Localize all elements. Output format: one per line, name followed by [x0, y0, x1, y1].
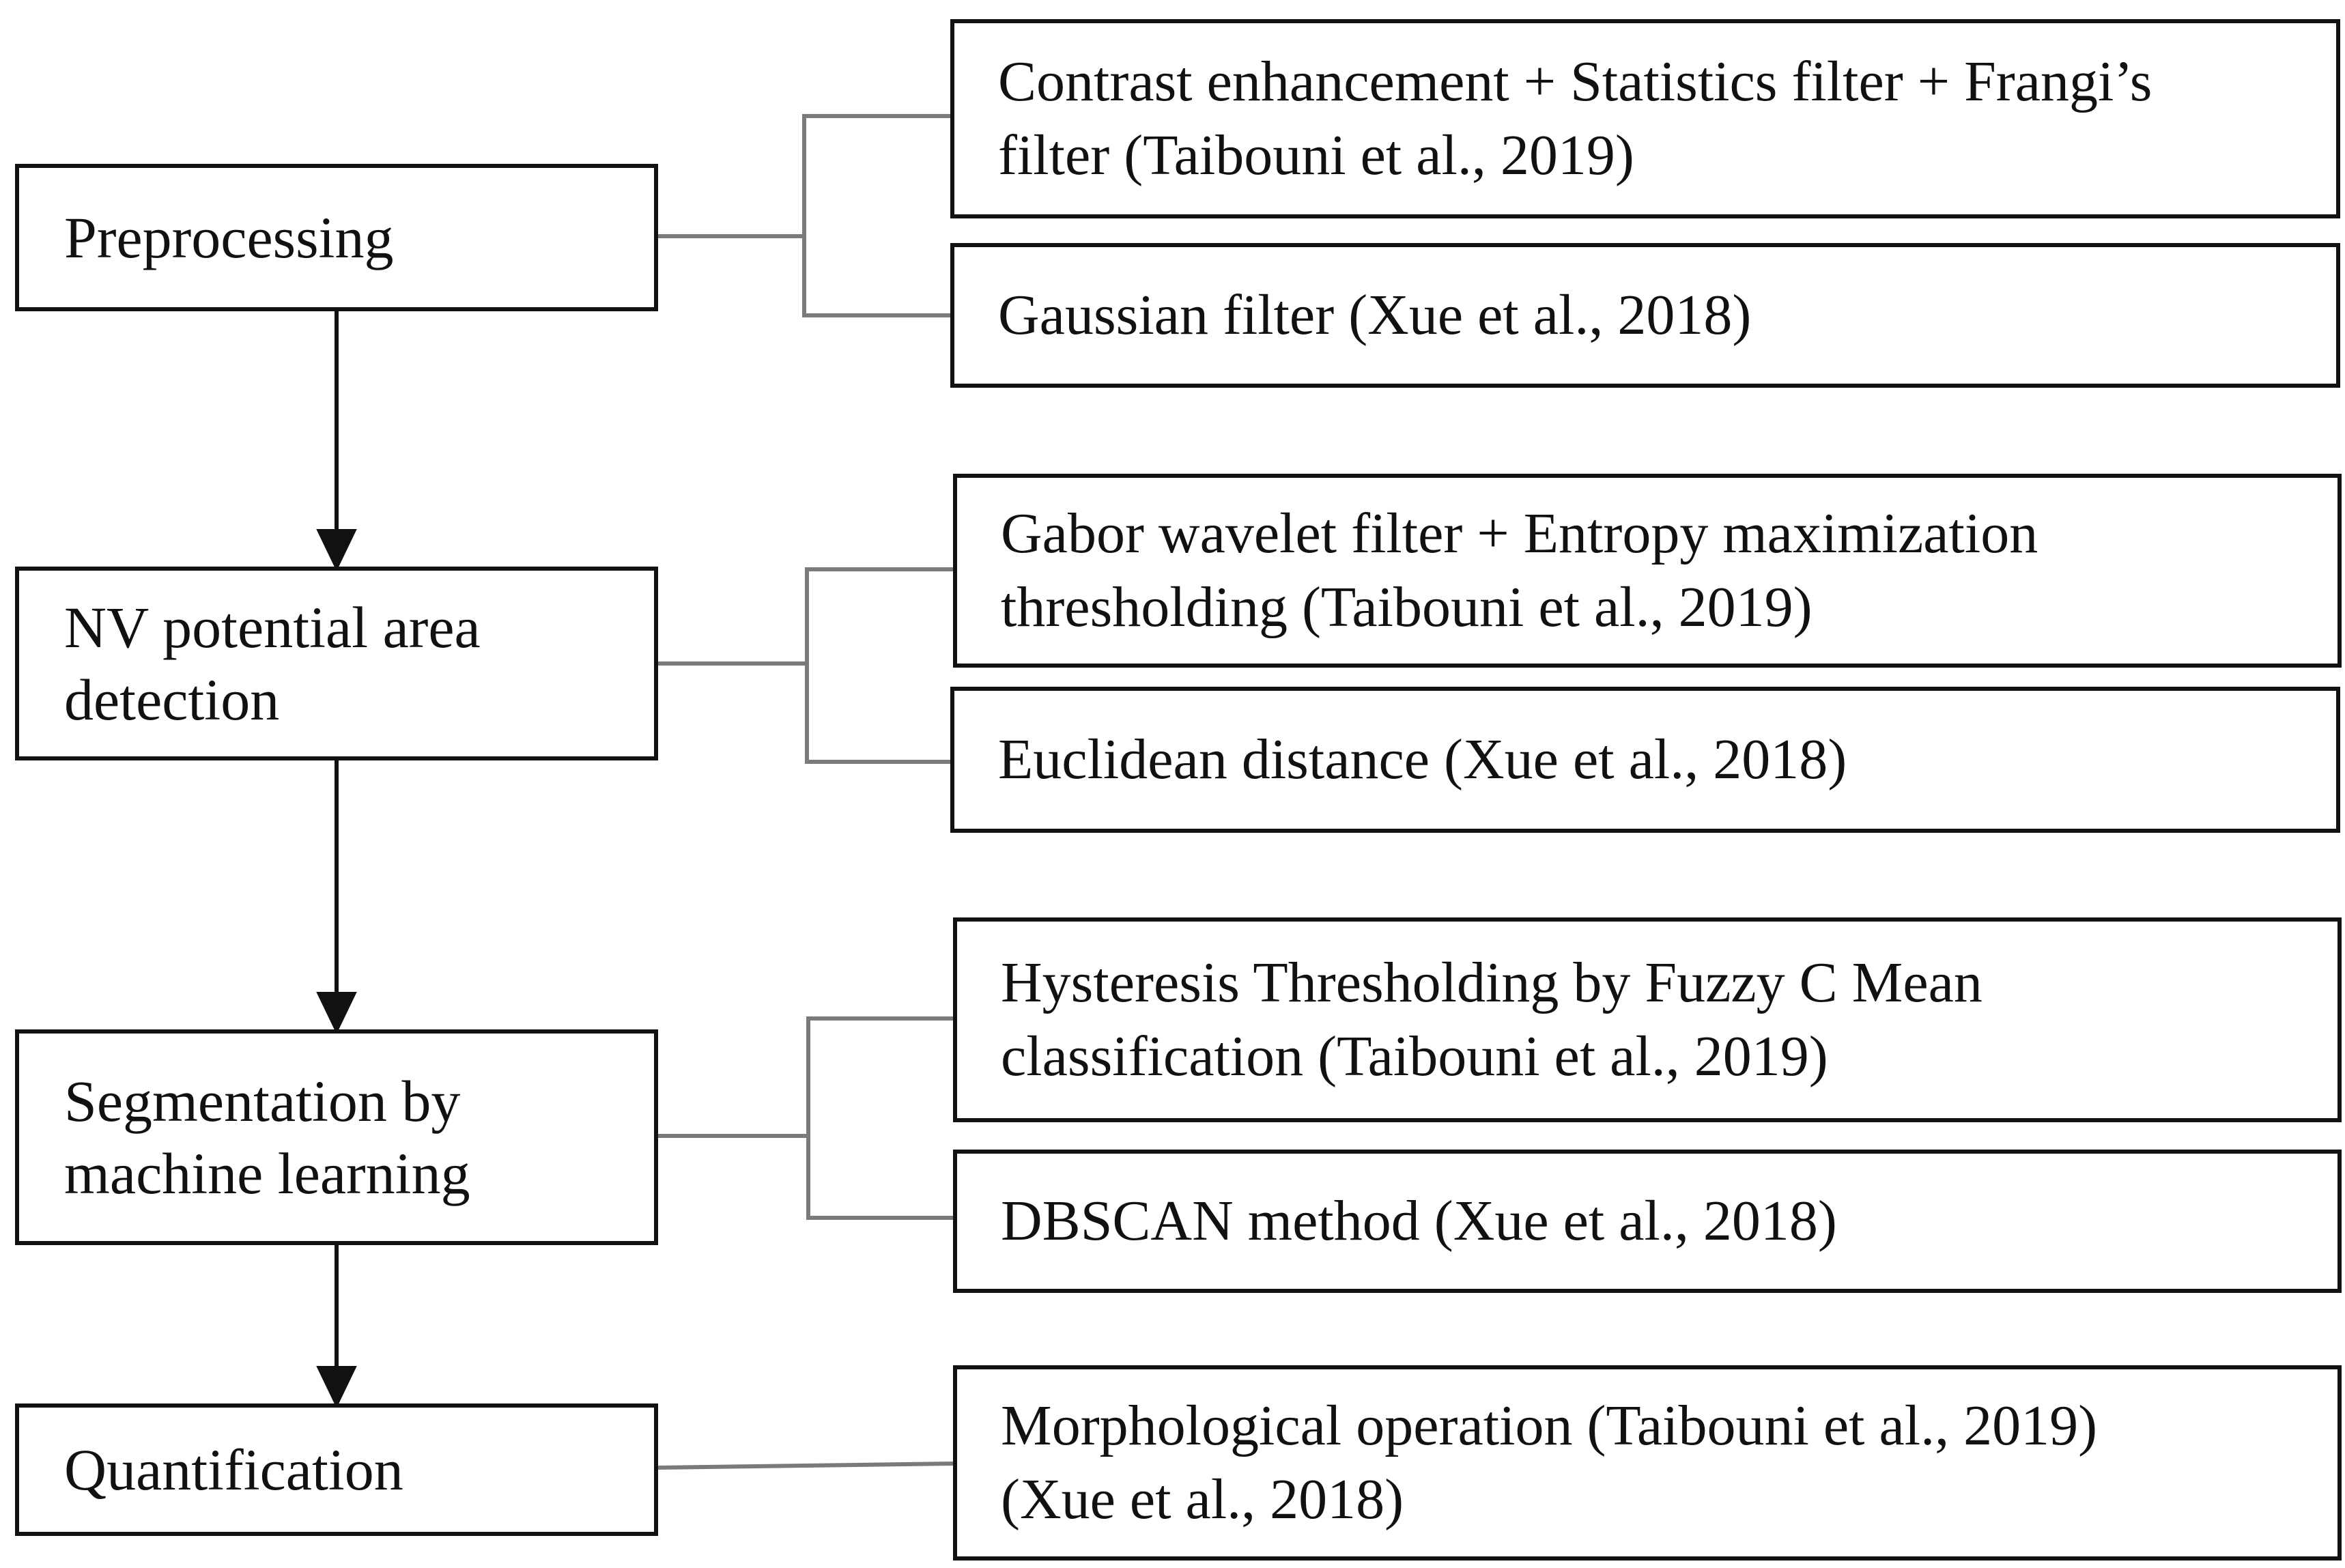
bracket-segmentation-fork — [808, 1018, 953, 1218]
method-label: Gabor wavelet filter + Entropy maximization thresholding (Taibouni et al., 2019) — [1001, 502, 2038, 639]
stage-box-nv-detection — [15, 567, 658, 760]
method-box-hysteresis-thresholding — [953, 917, 2342, 1122]
method-label: Euclidean distance (Xue et al., 2018) — [998, 728, 1847, 791]
method-box-gabor-wavelet — [953, 474, 2342, 668]
method-box-gaussian-filter — [950, 243, 2340, 388]
stage-label: Segmentation by machine learning — [64, 1068, 470, 1206]
bracket-preprocessing-fork — [804, 116, 950, 315]
method-box-contrast-enhancement — [950, 19, 2340, 218]
bracket-quantification — [658, 1464, 953, 1468]
bracket-connectors — [658, 116, 953, 1468]
method-label: Morphological operation (Taibouni et al., 2019) (Xue et al., 2018) — [1001, 1394, 2098, 1531]
method-label: Contrast enhancement + Statistics filter + Frangi’s filter (Taibouni et al., 2019) — [998, 50, 2152, 187]
method-box-morphological-operation — [953, 1365, 2342, 1560]
method-label: Gaussian filter (Xue et al., 2018) — [998, 283, 1752, 347]
stage-box-preprocessing — [15, 164, 658, 311]
stage-label: NV potential area detection — [64, 595, 481, 732]
method-box-euclidean-distance — [950, 687, 2340, 833]
stage-box-segmentation — [15, 1029, 658, 1245]
method-label: DBSCAN method (Xue et al., 2018) — [1001, 1189, 1837, 1253]
method-box-dbscan — [953, 1150, 2342, 1293]
method-label: Hysteresis Thresholding by Fuzzy C Mean classification (Taibouni et al., 2019) — [1001, 951, 1982, 1088]
stage-label: Quantification — [64, 1437, 403, 1502]
stage-label: Preprocessing — [64, 205, 394, 270]
arrowhead-3 — [319, 1368, 354, 1403]
arrowhead-2 — [319, 994, 354, 1029]
stage-box-quantification — [15, 1403, 658, 1536]
bracket-detection-fork — [807, 569, 953, 762]
arrowhead-1 — [319, 531, 354, 567]
